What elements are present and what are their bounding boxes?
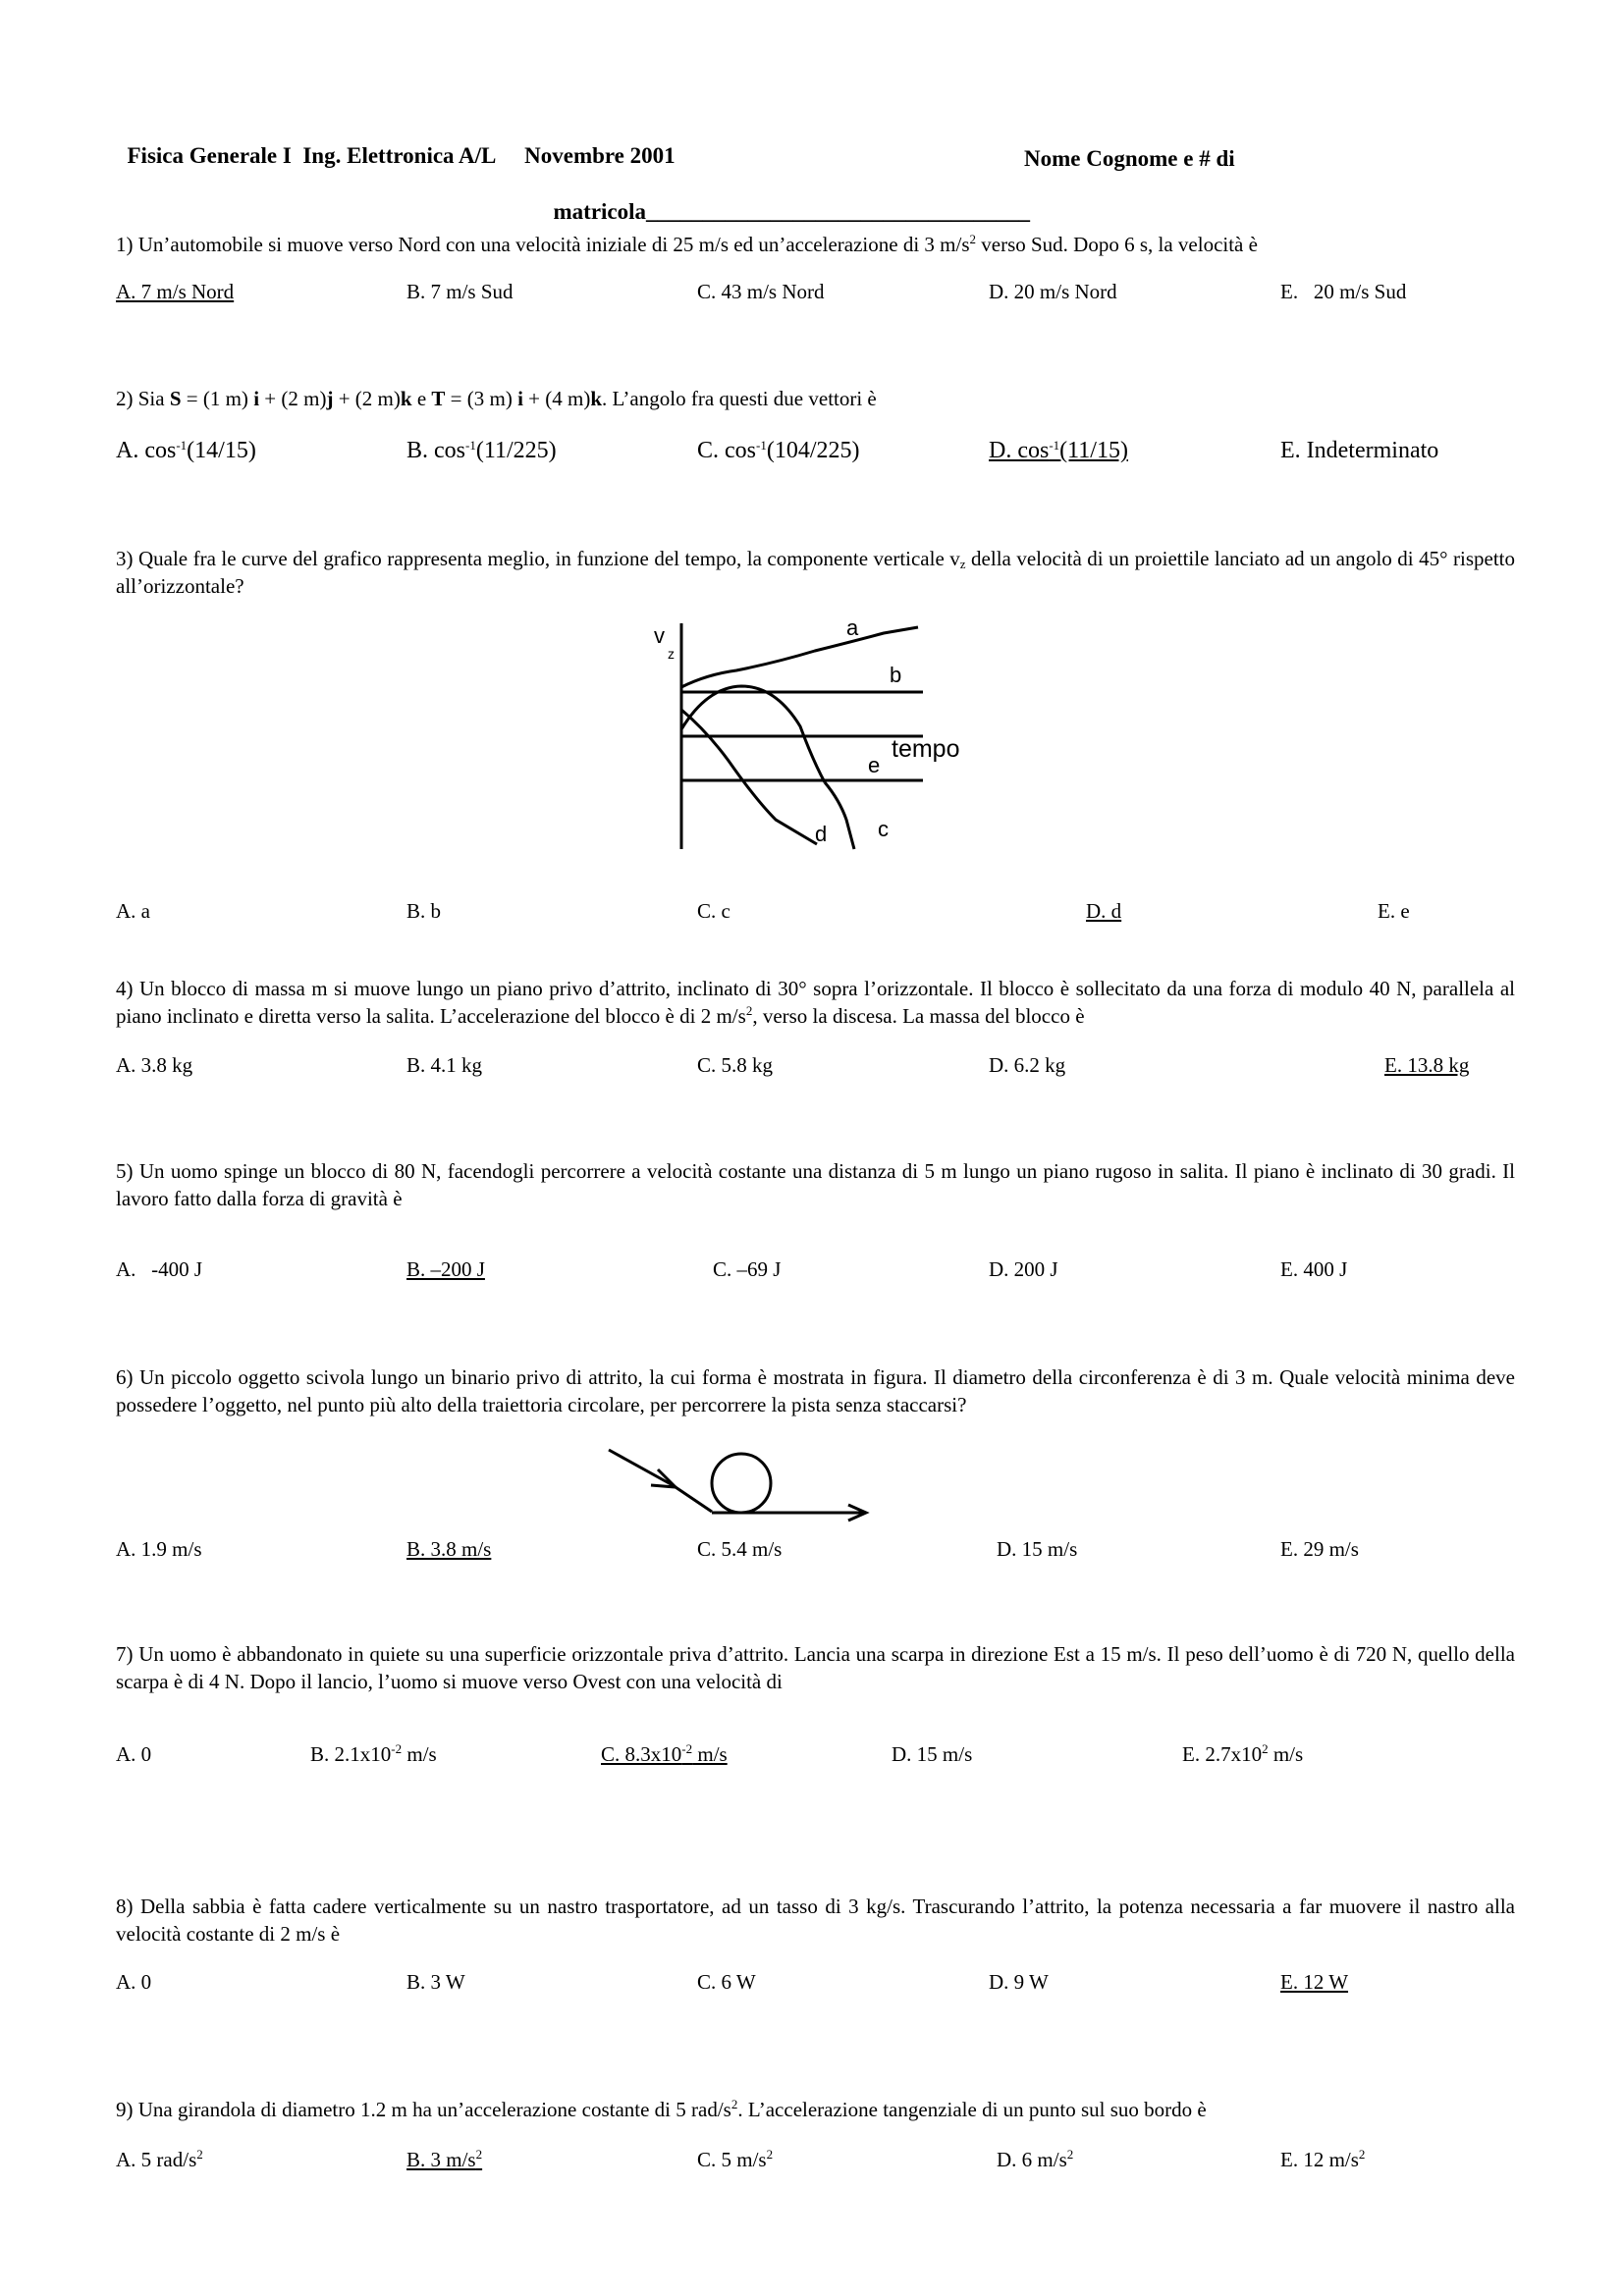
q3-option-b[interactable]: B. b	[406, 899, 442, 923]
q3-option-a[interactable]: A. a	[116, 899, 150, 923]
matricola-label: matricola	[553, 199, 647, 224]
q9-option-c[interactable]: C. 5 $m/s^2$	[697, 2147, 774, 2171]
graph-x-label: tempo	[892, 735, 960, 763]
curve-c-label: c	[878, 817, 889, 841]
q3-option-d[interactable]: D. d	[1086, 899, 1122, 923]
unit-j: j	[326, 387, 334, 410]
q9-option-d[interactable]: D. 6 $m/s^2$	[997, 2147, 1074, 2171]
curve-e-line	[681, 686, 825, 782]
q2-text-3: + (2 m)	[259, 387, 327, 410]
q8-option-e[interactable]: E. 12 W	[1280, 1970, 1349, 1994]
track-descent	[673, 1485, 712, 1512]
q1-option-e[interactable]: E. 20 m/s Sud	[1280, 280, 1407, 303]
loop-track-figure	[599, 1438, 874, 1526]
name-label: Nome Cognome e # di	[1024, 146, 1235, 171]
q4-text: 4) Un blocco di massa m si muove lungo un piano privo d’attrito, inclinato di 30° sopra l’orizzontale. Il blocco è sollecitato da una forza di modulo 40 N, parallela al piano inclinato e diretta verso la salita. L’accelerazione del blocco è di 2 m/s	[116, 977, 1515, 1028]
question-4	[116, 975, 1515, 1030]
q6-option-d[interactable]: D. 15 m/s	[997, 1537, 1078, 1561]
q5-option-c[interactable]: C. –69 J	[713, 1257, 782, 1281]
q9-text-end: . L’accelerazione tangenziale di un punto sul suo bordo è	[737, 2098, 1207, 2121]
q1-option-b[interactable]: B. 7 m/s Sud	[406, 280, 514, 303]
curve-e-label: e	[868, 753, 881, 777]
q2-text-4: + (2 m)	[333, 387, 401, 410]
q4-option-e[interactable]: E. 13.8 kg	[1384, 1053, 1470, 1077]
vector-s: S	[169, 387, 182, 410]
q2-text: 2) Sia	[116, 387, 170, 410]
q6-option-c[interactable]: C. 5.4 m/s	[697, 1537, 783, 1561]
course-name: Fisica Generale I	[127, 143, 292, 168]
track-ramp	[609, 1450, 673, 1485]
q1-exp: 2	[969, 232, 976, 246]
q4-option-b[interactable]: B. 4.1 kg	[406, 1053, 483, 1077]
q2-text-6: = (3 m)	[445, 387, 518, 410]
question-1	[116, 231, 1515, 258]
q3-option-c[interactable]: C. c	[697, 899, 730, 923]
q9-option-e[interactable]: E. 12 $m/s^2$	[1280, 2147, 1366, 2171]
q3-text-end: della velocità di un proiettile lanciato ad un angolo di 45° rispetto all’orizzontale?	[116, 547, 1515, 598]
unit-i-2: i	[517, 387, 523, 410]
question-3	[116, 545, 1515, 600]
q6-option-a[interactable]: A. 1.9 m/s	[116, 1537, 202, 1561]
q8-option-b[interactable]: B. 3 W	[406, 1970, 465, 1994]
q9-text: 9) Una girandola di diametro 1.2 m ha un’accelerazione costante di 5 rad/s	[116, 2098, 731, 2121]
curve-a-label: a	[846, 615, 859, 640]
velocity-graph	[638, 614, 992, 859]
q7-option-e[interactable]: E. $2.7x10^2$ m/s	[1182, 1741, 1304, 1766]
q9-exp: 2	[730, 2097, 738, 2111]
track-arrowhead-1	[651, 1469, 676, 1487]
unit-k-2: k	[590, 387, 603, 410]
q1-text: 1) Un’automobile si muove verso Nord con una velocità iniziale di 25 m/s ed un’accelerazione di 3 m/s	[116, 233, 970, 256]
q7-option-d[interactable]: D. 15 m/s	[892, 1742, 973, 1766]
q9-option-b[interactable]: B. 3 $m/s^2$	[406, 2147, 483, 2171]
q3-option-e[interactable]: E. e	[1378, 899, 1410, 923]
q4-option-d[interactable]: D. 6.2 kg	[989, 1053, 1066, 1077]
q3-text: 3) Quale fra le curve del grafico rappresenta meglio, in funzione del tempo, la componente verticale v	[116, 547, 960, 570]
curve-b-label: b	[890, 663, 902, 687]
q2-option-a[interactable]: A. $\cos^{-1}(14/15)$	[116, 438, 256, 463]
question-6: 6) Un piccolo oggetto scivola lungo un binario privo di attrito, la cui forma è mostrata in figura. Il diametro della circonferenza è di 3 m. Quale velocità minima deve possedere l’oggetto, nel punto più alto della traiettoria circolare, per percorrere la pista senza staccarsi?	[116, 1365, 1515, 1416]
q8-option-c[interactable]: C. 6 W	[697, 1970, 756, 1994]
track-loop	[712, 1454, 771, 1513]
q2-option-d[interactable]: D. $\cos^{-1}(11/15)$	[989, 438, 1128, 463]
q5-option-d[interactable]: D. 200 J	[989, 1257, 1058, 1281]
q2-text-7: + (4 m)	[522, 387, 591, 410]
q4-exp: 2	[745, 1003, 753, 1018]
program-name: Ing. Elettronica A/L	[302, 143, 497, 168]
q4-option-a[interactable]: A. 3.8 kg	[116, 1053, 193, 1077]
header-title	[116, 118, 676, 169]
q6-option-b[interactable]: B. 3.8 m/s	[406, 1537, 492, 1561]
q1-option-c[interactable]: C. 43 m/s Nord	[697, 280, 825, 303]
q6-option-e[interactable]: E. 29 m/s	[1280, 1537, 1359, 1561]
question-7: 7) Un uomo è abbandonato in quiete su una superficie orizzontale priva d’attrito. Lancia una scarpa in direzione Est a 15 m/s. Il peso dell’uomo è di 720 N, quello della scarpa è di 4 N. Dopo il lancio, l’uomo si muove verso Ovest con una velocità di	[116, 1642, 1515, 1693]
question-5: 5) Un uomo spinge un blocco di 80 N, facendogli percorrere a velocità costante una distanza di 5 m lungo un piano rugoso in salita. Il piano è inclinato di 30 gradi. Il lavoro fatto dalla forza di gravità è	[116, 1159, 1515, 1210]
question-9	[116, 2096, 1515, 2123]
q4-text-end: , verso la discesa. La massa del blocco è	[752, 1004, 1085, 1028]
q8-option-d[interactable]: D. 9 W	[989, 1970, 1049, 1994]
unit-i: i	[253, 387, 260, 410]
matricola-field	[542, 174, 1030, 225]
curve-d-line	[681, 710, 817, 844]
matricola-line: __________________________________	[646, 199, 1031, 224]
question-2	[116, 385, 1515, 412]
q8-option-a[interactable]: A. 0	[116, 1970, 152, 1994]
exam-date: Novembre 2001	[524, 143, 676, 168]
q2-option-b[interactable]: B. $\cos^{-1}(11/225)$	[406, 438, 557, 463]
q4-option-c[interactable]: C. 5.8 kg	[697, 1053, 774, 1077]
unit-k: k	[400, 387, 412, 410]
q2-text-5: e	[411, 387, 432, 410]
graph-y-sub: z	[668, 646, 675, 662]
q1-text-end: verso Sud. Dopo 6 s, la velocità è	[976, 233, 1258, 256]
curve-d-label: d	[815, 822, 828, 846]
q2-option-e[interactable]: E. Indeterminato	[1280, 438, 1439, 463]
curve-a-line	[681, 627, 918, 687]
q9-option-a[interactable]: A. 5 rad/$s^2$	[116, 2147, 203, 2171]
q7-option-a[interactable]: A. 0	[116, 1742, 152, 1766]
curve-c-line	[825, 782, 854, 849]
vector-t: T	[431, 387, 446, 410]
q2-text-2: = (1 m)	[181, 387, 254, 410]
question-8: 8) Della sabbia è fatta cadere verticalmente su un nastro trasportatore, ad un tasso di 3 kg/s. Trascurando l’attrito, la potenza necessaria a far muovere il nastro alla velocità costante di 2 m/s è	[116, 1895, 1515, 1946]
q7-option-b[interactable]: B. $2.1x10^{-2}$ m/s	[310, 1741, 437, 1766]
graph-y-label: v	[654, 623, 665, 648]
q5-option-a[interactable]: A. -400 J	[116, 1257, 203, 1281]
q2-option-c[interactable]: C. $\cos^{-1}(104/225)$	[697, 438, 860, 463]
q5-option-b[interactable]: B. –200 J	[406, 1257, 485, 1281]
q5-option-e[interactable]: E. 400 J	[1280, 1257, 1348, 1281]
q1-option-a[interactable]: A. 7 m/s Nord	[116, 280, 235, 303]
q2-text-8: . L’angolo fra questi due vettori è	[602, 387, 877, 410]
q3-sub: z	[959, 557, 966, 571]
q1-option-d[interactable]: D. 20 m/s Nord	[989, 280, 1117, 303]
q7-option-c[interactable]: C. $8.3x10^{-2}$ m/s	[601, 1741, 728, 1766]
